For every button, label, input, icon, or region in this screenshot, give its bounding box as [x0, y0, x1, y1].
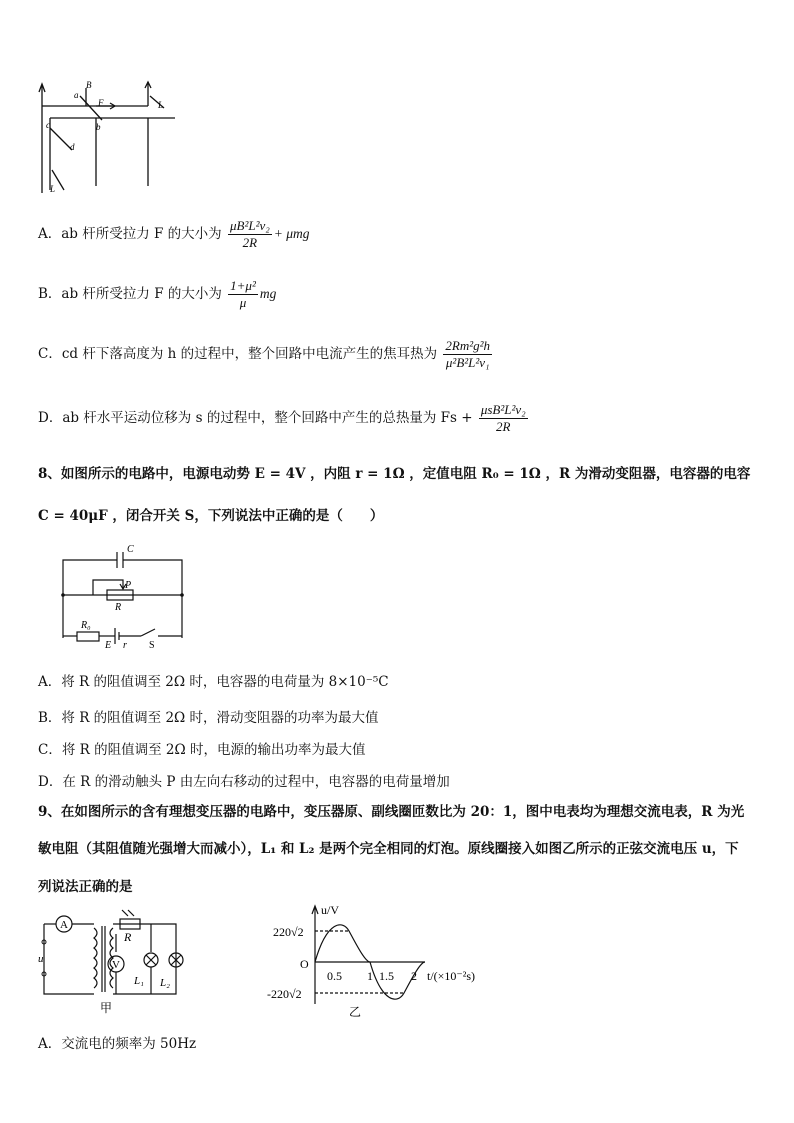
label-a: a: [74, 90, 79, 100]
option-label: A．: [38, 226, 62, 242]
option-text: ab 杆水平运动位移为 s 的过程中，整个回路中产生的总热量为 Fs +: [62, 410, 473, 426]
label-d: d: [70, 142, 75, 152]
q8-option-a[interactable]: A．将 R 的阻值调至 2Ω 时，电容器的电荷量为 8×10⁻⁵C: [38, 674, 389, 690]
tick-0.5: 0.5: [327, 969, 342, 983]
numerator: 1+μ²: [230, 278, 256, 293]
y-min-label: -220√2: [267, 987, 302, 1001]
label-R: R: [115, 602, 122, 613]
label-L2: L₂: [160, 977, 170, 989]
label-E: E: [105, 640, 112, 651]
label-u: u: [38, 953, 44, 965]
label-L-bottom: L: [50, 184, 56, 194]
q9-stem-line3: 列说法正确的是: [38, 879, 133, 895]
label-b: b: [96, 122, 101, 132]
origin-label: O: [300, 957, 309, 971]
denominator: 2R: [242, 235, 258, 250]
denominator: 2R: [496, 419, 511, 434]
label-B: B: [86, 80, 92, 90]
q8-option-c[interactable]: C．将 R 的阻值调至 2Ω 时，电源的输出功率为最大值: [38, 742, 366, 758]
numerator: μsB²L²v₂: [480, 402, 526, 417]
label-ammeter: A: [60, 919, 68, 931]
label-C: C: [127, 544, 134, 555]
label-F: F: [98, 98, 104, 108]
label-r: r: [123, 640, 127, 651]
q8-option-b[interactable]: B．将 R 的阻值调至 2Ω 时，滑动变阻器的功率为最大值: [38, 710, 379, 726]
label-S: S: [149, 640, 155, 651]
denominator: μ: [239, 295, 247, 310]
q9-voltage-graph-yi: [265, 900, 510, 1018]
q9-stem-line2: 敏电阻（其阻值随光强增大而减小），L₁ 和 L₂ 是两个完全相同的灯泡。原线圈接入如图乙所示的正弦交流电压 u，下: [38, 841, 739, 857]
fraction: [479, 402, 528, 435]
fraction: [228, 278, 258, 311]
q8-option-d[interactable]: D．在 R 的滑动触头 P 由左向右移动的过程中，电容器的电荷量增加: [38, 774, 450, 790]
tick-2: 2: [411, 969, 417, 983]
x-axis-label: t/(×10⁻²s): [427, 969, 476, 983]
caption-jia: 甲: [100, 1001, 113, 1015]
option-tail: + μmg: [273, 226, 310, 241]
q8-stem-line2: C = 40μF ，闭合开关 S，下列说法中正确的是（ ）: [38, 508, 384, 524]
label-c: c: [46, 120, 50, 130]
denominator: μ²B²L²v₁: [445, 355, 490, 370]
q9-circuit-figure-jia: [36, 904, 186, 1016]
y-max-label: 220√2: [273, 925, 304, 939]
option-text: ab 杆所受拉力 F 的大小为: [61, 226, 222, 242]
option-text: ab 杆所受拉力 F 的大小为: [61, 286, 222, 302]
q7-option-d[interactable]: [38, 402, 530, 435]
label-L1: L₁: [134, 975, 144, 987]
y-axis-label: u/V: [321, 903, 339, 917]
label-L-right: L: [158, 100, 164, 110]
q8-stem-line1: 8、如图所示的电路中，电源电动势 E = 4V ，内阻 r = 1Ω ，定值电阻 R₀ = 1Ω ，R 为滑动变阻器，电容器的电容: [38, 466, 751, 482]
option-text: cd 杆下落高度为 h 的过程中，整个回路中电流产生的焦耳热为: [61, 346, 438, 362]
label-R: R: [124, 930, 132, 944]
fraction: [228, 218, 272, 251]
q8-circuit-figure: [55, 540, 190, 651]
label-voltmeter: V: [112, 959, 120, 971]
option-label: D．: [38, 410, 63, 426]
q7-option-b[interactable]: [38, 278, 276, 311]
option-label: B．: [38, 286, 62, 302]
q9-option-a[interactable]: A．交流电的频率为 50Hz: [38, 1036, 197, 1052]
tick-1.5: 1.5: [379, 969, 394, 983]
q7-rails-figure: [30, 78, 180, 196]
numerator: μB²L²v₂: [229, 218, 270, 233]
caption-yi: 乙: [349, 1005, 362, 1019]
option-tail: mg: [259, 286, 277, 301]
label-R0: R₀: [81, 620, 91, 631]
tick-1: 1: [367, 969, 373, 983]
q9-stem-line1: 9、在如图所示的含有理想变压器的电路中，变压器原、副线圈匝数比为 20：1，图中电表均为理想交流电表，R 为光: [38, 804, 745, 820]
q7-option-a[interactable]: [38, 218, 310, 251]
label-P: P: [125, 580, 132, 591]
q7-option-c[interactable]: [38, 338, 494, 371]
fraction: [443, 338, 492, 371]
numerator: 2Rm²g²h: [445, 338, 491, 353]
option-label: C．: [38, 346, 62, 362]
